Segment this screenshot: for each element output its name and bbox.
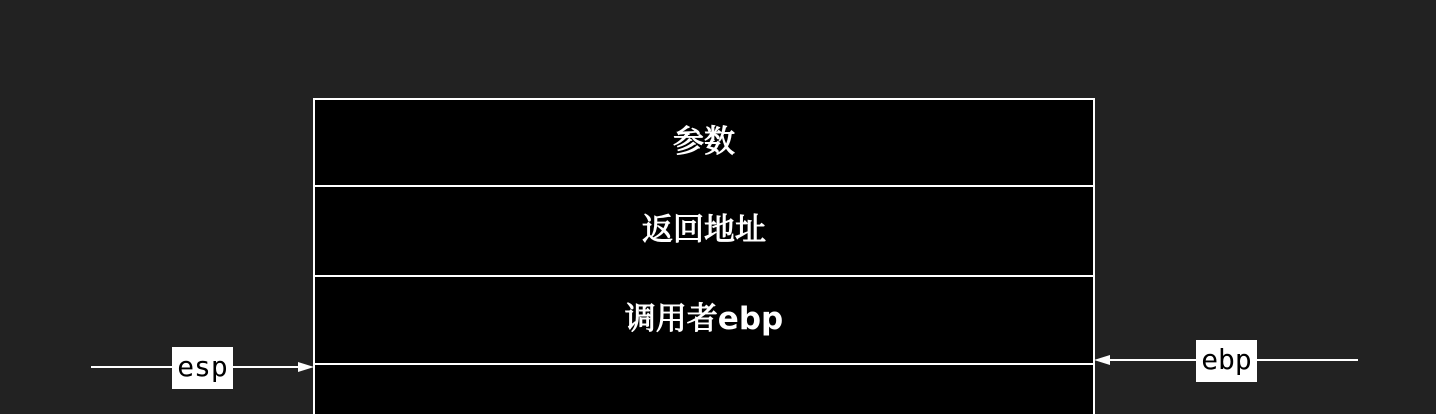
ebp-label: ebp xyxy=(1196,340,1257,382)
stack-cell-label-return-address: 返回地址 xyxy=(642,212,766,248)
ebp-arrowhead xyxy=(1094,355,1110,365)
stack-cell-empty xyxy=(314,364,1094,414)
stack-cell-label-caller-ebp: 调用者ebp xyxy=(624,301,784,337)
esp-arrowhead xyxy=(298,362,314,372)
esp-label: esp xyxy=(172,347,233,389)
stack-cell-label-params: 参数 xyxy=(673,124,735,160)
